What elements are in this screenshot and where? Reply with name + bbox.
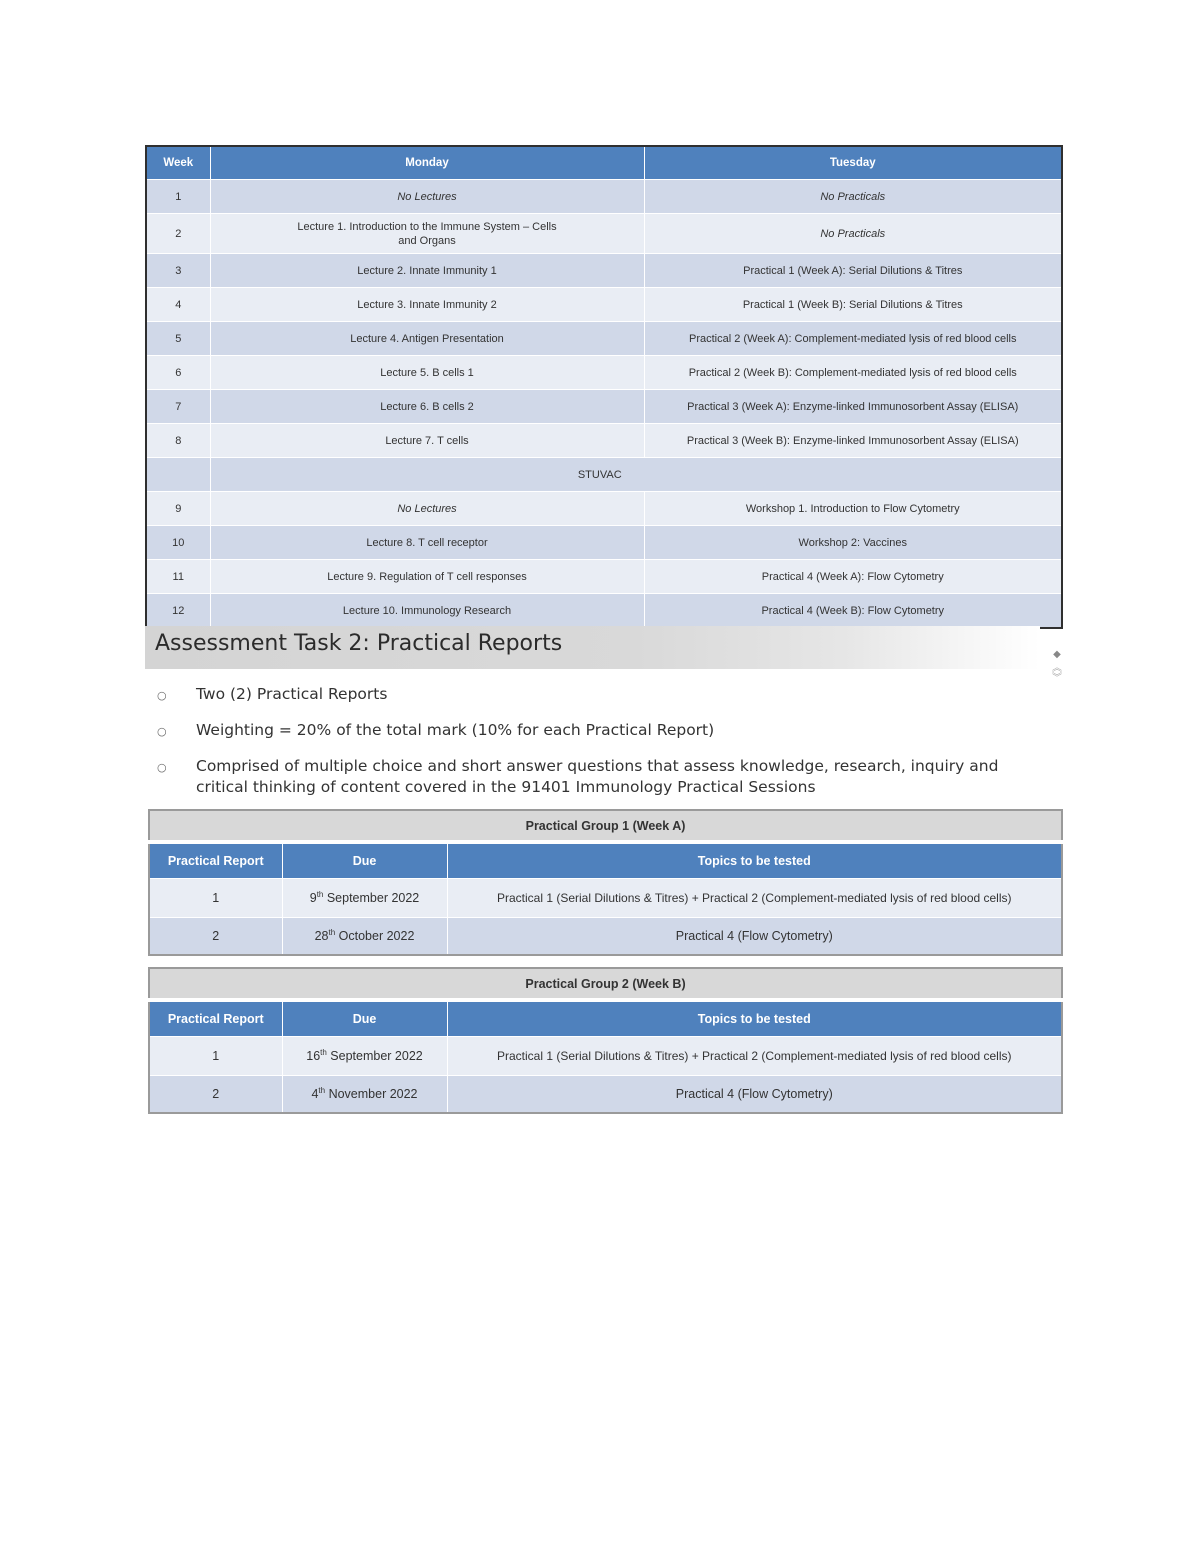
header-week: Week bbox=[146, 146, 210, 180]
due-month-year: September 2022 bbox=[323, 891, 420, 906]
table-row bbox=[146, 322, 1062, 356]
stuvac-cell: STUVAC bbox=[210, 458, 1062, 492]
list-item bbox=[155, 756, 1035, 798]
tuesday-cell: Workshop 2: Vaccines bbox=[644, 526, 1062, 560]
tuesday-cell: No Practicals bbox=[644, 214, 1062, 254]
header-practical-report: Practical Report bbox=[149, 1000, 282, 1037]
week-cell: 3 bbox=[146, 254, 210, 288]
week-cell: 12 bbox=[146, 594, 210, 629]
table-row bbox=[146, 424, 1062, 458]
bullet-text: Comprised of multiple choice and short answer questions that assess knowledge, research, inquiry and critical thinking of content covered in the 91401 Immunology Practical Sessions bbox=[196, 757, 999, 796]
due-day: 16 bbox=[306, 1049, 321, 1064]
list-item bbox=[155, 720, 1035, 741]
monday-cell: Lecture 3. Innate Immunity 2 bbox=[210, 288, 644, 322]
table-row bbox=[146, 180, 1062, 214]
week-cell: 4 bbox=[146, 288, 210, 322]
due-date bbox=[282, 918, 447, 956]
header-practical-report: Practical Report bbox=[149, 842, 282, 879]
topics-cell: Practical 1 (Serial Dilutions & Titres) + Practical 2 (Complement-mediated lysis of red blood cells) bbox=[447, 1037, 1062, 1076]
group-header-row bbox=[149, 842, 1062, 879]
chevron-up-icon: ︽ bbox=[1052, 663, 1062, 674]
monday-cell: Lecture 8. T cell receptor bbox=[210, 526, 644, 560]
report-number: 2 bbox=[149, 918, 282, 956]
table-row bbox=[146, 390, 1062, 424]
table-row bbox=[149, 1076, 1062, 1114]
tuesday-cell: Practical 2 (Week B): Complement-mediated lysis of red blood cells bbox=[644, 356, 1062, 390]
week-cell: 10 bbox=[146, 526, 210, 560]
report-number: 1 bbox=[149, 879, 282, 918]
header-topics: Topics to be tested bbox=[447, 842, 1062, 879]
margin-icons bbox=[1050, 650, 1064, 684]
due-month-year: September 2022 bbox=[326, 1049, 423, 1064]
circle-bullet-icon: ○ bbox=[157, 725, 167, 738]
monday-cell: No Lectures bbox=[210, 180, 644, 214]
monday-cell: Lecture 1. Introduction to the Immune System – Cells and Organs bbox=[210, 214, 644, 254]
week-cell bbox=[146, 458, 210, 492]
due-date bbox=[282, 879, 447, 918]
circle-bullet-icon: ○ bbox=[157, 689, 167, 702]
assessment-heading: Assessment Task 2: Practical Reports bbox=[155, 631, 563, 656]
monday-cell: Lecture 10. Immunology Research bbox=[210, 594, 644, 629]
monday-cell: Lecture 5. B cells 1 bbox=[210, 356, 644, 390]
header-topics: Topics to be tested bbox=[447, 1000, 1062, 1037]
tuesday-cell: Practical 1 (Week B): Serial Dilutions & Titres bbox=[644, 288, 1062, 322]
monday-cell: No Lectures bbox=[210, 492, 644, 526]
due-suffix: th bbox=[318, 1086, 326, 1096]
tuesday-cell: Practical 2 (Week A): Complement-mediated lysis of red blood cells bbox=[644, 322, 1062, 356]
week-cell: 11 bbox=[146, 560, 210, 594]
table-row bbox=[149, 879, 1062, 918]
group-header-row bbox=[149, 1000, 1062, 1037]
week-cell: 6 bbox=[146, 356, 210, 390]
table-row bbox=[146, 356, 1062, 390]
week-cell: 5 bbox=[146, 322, 210, 356]
header-tuesday: Tuesday bbox=[644, 146, 1062, 180]
topics-cell: Practical 4 (Flow Cytometry) bbox=[447, 1076, 1062, 1114]
monday-cell: Lecture 4. Antigen Presentation bbox=[210, 322, 644, 356]
header-monday: Monday bbox=[210, 146, 644, 180]
due-day: 4 bbox=[311, 1087, 319, 1102]
tuesday-cell: Practical 3 (Week A): Enzyme-linked Immunosorbent Assay (ELISA) bbox=[644, 390, 1062, 424]
tuesday-cell: Practical 4 (Week A): Flow Cytometry bbox=[644, 560, 1062, 594]
due-month-year: November 2022 bbox=[325, 1087, 418, 1102]
report-number: 2 bbox=[149, 1076, 282, 1114]
assessment-bullet-list bbox=[155, 684, 1035, 813]
diamond-icon: ◆ bbox=[1053, 649, 1061, 660]
group-title: Practical Group 2 (Week B) bbox=[149, 968, 1062, 1000]
bullet-text: Weighting = 20% of the total mark (10% for each Practical Report) bbox=[196, 721, 715, 739]
schedule-header-row bbox=[146, 146, 1062, 180]
due-suffix: th bbox=[316, 890, 324, 900]
chevron-down-icon: ︾ bbox=[1052, 673, 1062, 684]
tuesday-cell: Workshop 1. Introduction to Flow Cytometry bbox=[644, 492, 1062, 526]
due-date bbox=[282, 1076, 447, 1114]
week-cell: 8 bbox=[146, 424, 210, 458]
due-suffix: th bbox=[320, 1048, 327, 1058]
table-row bbox=[146, 594, 1062, 629]
practical-group-2-table bbox=[148, 967, 1063, 1114]
table-row bbox=[146, 254, 1062, 288]
group-title: Practical Group 1 (Week A) bbox=[149, 810, 1062, 842]
practical-group-1-table bbox=[148, 809, 1063, 956]
table-row bbox=[146, 288, 1062, 322]
group-title-row bbox=[149, 968, 1062, 1000]
list-item bbox=[155, 684, 1035, 705]
due-day: 9 bbox=[309, 891, 317, 906]
table-row bbox=[146, 214, 1062, 254]
circle-bullet-icon: ○ bbox=[157, 761, 167, 774]
table-row-stuvac bbox=[146, 458, 1062, 492]
header-due: Due bbox=[282, 1000, 447, 1037]
tuesday-cell: Practical 4 (Week B): Flow Cytometry bbox=[644, 594, 1062, 629]
group-title-row bbox=[149, 810, 1062, 842]
week-cell: 9 bbox=[146, 492, 210, 526]
table-row bbox=[149, 918, 1062, 956]
bullet-text: Two (2) Practical Reports bbox=[196, 685, 388, 703]
tuesday-cell: Practical 3 (Week B): Enzyme-linked Immunosorbent Assay (ELISA) bbox=[644, 424, 1062, 458]
due-suffix: th bbox=[328, 928, 336, 938]
tuesday-cell: Practical 1 (Week A): Serial Dilutions & Titres bbox=[644, 254, 1062, 288]
assessment-heading-bar bbox=[145, 626, 1040, 669]
header-due: Due bbox=[282, 842, 447, 879]
table-row bbox=[146, 560, 1062, 594]
monday-cell: Lecture 7. T cells bbox=[210, 424, 644, 458]
due-day: 28 bbox=[314, 929, 329, 944]
due-date bbox=[282, 1037, 447, 1076]
week-cell: 1 bbox=[146, 180, 210, 214]
table-row bbox=[146, 526, 1062, 560]
topics-cell: Practical 4 (Flow Cytometry) bbox=[447, 918, 1062, 956]
due-month-year: October 2022 bbox=[335, 929, 415, 944]
monday-cell: Lecture 9. Regulation of T cell responses bbox=[210, 560, 644, 594]
week-cell: 7 bbox=[146, 390, 210, 424]
week-cell: 2 bbox=[146, 214, 210, 254]
table-row bbox=[146, 492, 1062, 526]
monday-cell: Lecture 2. Innate Immunity 1 bbox=[210, 254, 644, 288]
tuesday-cell: No Practicals bbox=[644, 180, 1062, 214]
topics-cell: Practical 1 (Serial Dilutions & Titres) + Practical 2 (Complement-mediated lysis of red blood cells) bbox=[447, 879, 1062, 918]
monday-cell: Lecture 6. B cells 2 bbox=[210, 390, 644, 424]
report-number: 1 bbox=[149, 1037, 282, 1076]
table-row bbox=[149, 1037, 1062, 1076]
schedule-table bbox=[145, 145, 1063, 629]
